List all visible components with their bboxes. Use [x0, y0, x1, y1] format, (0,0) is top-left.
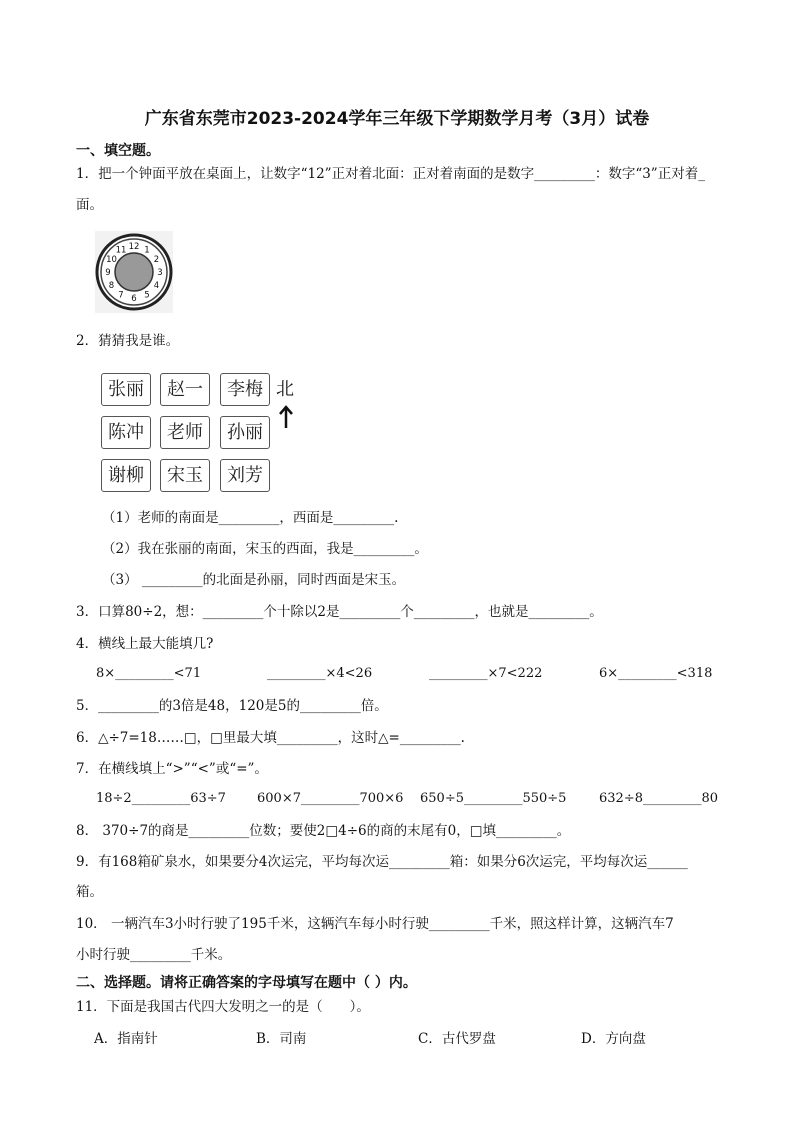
clock-number: 7: [118, 290, 124, 301]
clock-image: [95, 231, 173, 313]
clock-number: 11: [115, 245, 127, 256]
question-7-item: 600×7_________700×6: [257, 791, 404, 806]
question-10-line-2: 小时行驶_________千米。: [76, 947, 232, 963]
clock-number: 8: [108, 281, 115, 291]
question-7-item: 632÷8_________80: [599, 791, 719, 806]
seat-name-box: 老师: [160, 416, 210, 449]
seat-name-box: 刘芳: [220, 459, 270, 492]
clock-number: 12: [128, 242, 140, 252]
question-6: 6．△÷7=18……□，□里最大填_________，这时△=_________.: [76, 730, 465, 746]
question-7: 7．在横线填上“>”“<”或“=”。: [76, 761, 268, 777]
question-2-part-3: （3） _________的北面是孙丽，同时西面是宋玉。: [102, 572, 406, 588]
clock-number: 3: [157, 268, 163, 278]
question-11: 11．下面是我国古代四大发明之一的是（ ）。: [76, 999, 370, 1015]
question-9-line-2: 箱。: [76, 884, 103, 900]
question-4-item: 6×_________<318: [599, 666, 713, 681]
question-5: 5．_________的3倍是48，120是5的_________倍。: [76, 698, 388, 714]
question-9-line-1: 9．有168箱矿泉水，如果要分4次运完，平均每次运_________箱：如果分6次运完，平均每次运______: [76, 854, 688, 870]
seat-name-box: 宋玉: [160, 459, 210, 492]
page-title: 广东省东莞市2023-2024学年三年级下学期数学月考（3月）试卷: [144, 109, 650, 129]
seat-name-box: 谢柳: [101, 459, 151, 492]
seat-name-box: 赵一: [160, 373, 210, 406]
seat-name-box: 李梅: [220, 373, 270, 406]
seat-name-box: 陈冲: [101, 416, 151, 449]
clock-number: 6: [131, 294, 137, 304]
question-2: 2．猜猜我是谁。: [76, 333, 180, 349]
question-10-line-1: 10． 一辆汽车3小时行驶了195千米，这辆汽车每小时行驶_________千米，照这样计算，这辆汽车7: [76, 916, 674, 932]
question-1-line-2: 面。: [76, 197, 103, 213]
seat-name-box: 孙丽: [220, 416, 270, 449]
clock-number: 10: [106, 255, 117, 265]
north-label: 北: [276, 379, 294, 400]
clock-number: 5: [144, 290, 150, 301]
clock-number: 1: [144, 245, 150, 256]
clock-number: 9: [105, 268, 111, 278]
option-a: A．指南针: [94, 1031, 158, 1047]
question-4: 4．横线上最大能填几?: [76, 636, 214, 652]
option-b: B．司南: [256, 1031, 307, 1047]
question-3: 3．口算80÷2，想：_________个十除以2是_________个_________，也就是_________。: [76, 604, 603, 620]
north-arrow-icon: [279, 405, 293, 429]
question-4-item: _________×7<222: [429, 666, 543, 681]
question-8: 8． 370÷7的商是_________位数；要使2□4÷6的商的末尾有0，□填_________。: [76, 823, 571, 839]
section-2-heading: 二、选择题。请将正确答案的字母填写在题中（ ）内。: [76, 975, 417, 991]
question-2-part-2: （2）我在张丽的南面，宋玉的西面，我是_________。: [102, 541, 428, 557]
clock-number: 2: [153, 255, 160, 265]
question-7-item: 18÷2_________63÷7: [96, 791, 226, 806]
question-4-item: 8×_________<71: [96, 666, 202, 681]
option-d: D．方向盘: [581, 1031, 646, 1047]
question-4-item: _________×4<26: [267, 666, 373, 681]
question-1-line-1: 1．把一个钟面平放在桌面上，让数字“12”正对着北面：正对着南面的是数字_________：数字“3”正对着_: [76, 166, 705, 182]
option-c: C．古代罗盘: [418, 1031, 496, 1047]
clock-number: 4: [153, 281, 160, 291]
question-7-item: 650÷5_________550÷5: [420, 791, 567, 806]
question-2-part-1: （1）老师的南面是_________，西面是_________.: [102, 510, 399, 526]
section-1-heading: 一、填空题。: [76, 143, 160, 159]
seat-name-box: 张丽: [101, 373, 151, 406]
